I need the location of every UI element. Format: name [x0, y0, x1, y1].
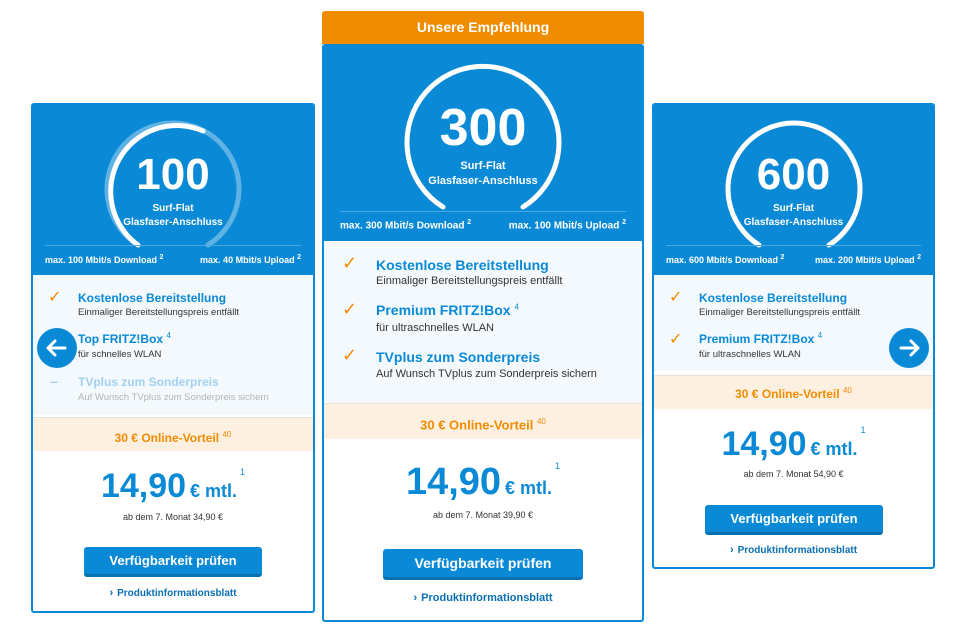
speed-value: 600	[756, 150, 831, 199]
feature-item	[33, 367, 313, 413]
recommendation-ribbon: Unsere Empfehlung	[322, 11, 644, 44]
check-icon: ✓	[342, 345, 358, 365]
feature-item	[33, 275, 313, 321]
dash-icon: –	[50, 373, 58, 389]
feature-title: Kostenlose Bereitstellung	[78, 291, 227, 305]
speed-details	[666, 245, 921, 265]
plan-name: Surf-Flat	[772, 203, 815, 214]
feature-desc: für schnelles WLAN	[78, 349, 162, 360]
speed-details	[45, 245, 301, 265]
speed-details	[340, 211, 626, 231]
chevron-right-icon: ›	[109, 587, 114, 599]
feature-desc: Einmaliger Bereitstellungspreis entfällt	[699, 307, 861, 318]
plan-header	[654, 105, 933, 275]
feature-desc: Einmaliger Bereitstellungspreis entfällt	[78, 307, 240, 318]
speed-value: 100	[136, 150, 210, 199]
feature-title: Top FRITZ!Box $^4$	[78, 331, 171, 346]
download-speed: max. 100 Mbit/s Download $^2$	[45, 254, 164, 265]
upload-speed: max. 100 Mbit/s Upload $^2$	[508, 219, 626, 232]
feature-desc: für ultraschnelles WLAN	[699, 349, 801, 360]
feature-item	[654, 275, 933, 321]
feature-list	[324, 241, 642, 403]
plan-name: Surf-Flat	[460, 160, 506, 172]
upload-speed: max. 200 Mbit/s Upload $^2$	[815, 254, 921, 265]
price-after-note: ab dem 7. Monat 39,90 €	[432, 510, 534, 520]
plan-card-300	[322, 44, 644, 622]
download-speed: max. 600 Mbit/s Download $^2$	[666, 254, 785, 265]
check-icon: ✓	[342, 253, 358, 273]
feature-title: Kostenlose Bereitstellung	[699, 291, 848, 305]
check-availability-button[interactable]: Verfügbarkeit prüfen	[383, 549, 583, 580]
plan-name: Surf-Flat	[152, 203, 194, 214]
arrow-left-icon	[37, 328, 77, 368]
check-icon: ✓	[669, 331, 683, 348]
plan-header	[324, 46, 642, 241]
speed-gauge	[103, 119, 243, 259]
feature-title: Premium FRITZ!Box $^4$	[699, 331, 823, 346]
check-icon: ✓	[48, 289, 62, 306]
check-icon: ✓	[669, 289, 683, 306]
online-advantage: 30 € Online-Vorteil $^{40}$	[324, 403, 642, 439]
feature-desc: Auf Wunsch TVplus zum Sonderpreis sichern	[78, 392, 269, 403]
monthly-price: 14,90 € mtl.$^1$	[405, 461, 561, 503]
product-info-link[interactable]: › Produktinformationsblatt	[109, 587, 237, 599]
feature-item	[324, 241, 642, 289]
speed-value: 300	[439, 99, 527, 157]
check-availability-button[interactable]: Verfügbarkeit prüfen	[705, 505, 883, 535]
feature-desc: Einmaliger Bereitstellungspreis entfällt	[376, 275, 563, 287]
online-advantage: 30 € Online-Vorteil $^{40}$	[33, 417, 313, 451]
plan-type: Glasfaser-Anschluss	[428, 175, 538, 187]
plan-type: Glasfaser-Anschluss	[743, 217, 844, 228]
chevron-right-icon: ›	[729, 544, 734, 556]
arrow-right-icon	[889, 328, 929, 368]
check-icon: ✓	[342, 299, 358, 319]
speed-gauge	[403, 62, 563, 222]
feature-title: TVplus zum Sonderpreis	[78, 375, 219, 389]
download-speed: max. 300 Mbit/s Download $^2$	[340, 219, 472, 232]
monthly-price: 14,90 € mtl.$^1$	[100, 467, 246, 505]
upload-speed: max. 40 Mbit/s Upload $^2$	[200, 254, 301, 265]
feature-desc: für ultraschnelles WLAN	[376, 322, 494, 334]
product-info-link[interactable]: › Produktinformationsblatt	[413, 592, 553, 604]
feature-title: TVplus zum Sonderpreis	[376, 349, 541, 365]
feature-title: Kostenlose Bereitstellung	[376, 257, 549, 273]
monthly-price: 14,90 € mtl.$^1$	[721, 425, 866, 463]
feature-desc: Auf Wunsch TVplus zum Sonderpreis sichern	[376, 368, 597, 380]
feature-item	[324, 289, 642, 337]
product-info-link[interactable]: › Produktinformationsblatt	[729, 544, 858, 556]
carousel-next-button[interactable]	[889, 328, 929, 368]
plan-type: Glasfaser-Anschluss	[123, 217, 223, 228]
price-after-note: ab dem 7. Monat 54,90 €	[743, 469, 844, 479]
feature-item	[324, 337, 642, 385]
chevron-right-icon: ›	[413, 592, 418, 604]
online-advantage: 30 € Online-Vorteil $^{40}$	[654, 375, 933, 409]
check-availability-button[interactable]: Verfügbarkeit prüfen	[84, 547, 262, 577]
price-after-note: ab dem 7. Monat 34,90 €	[122, 512, 224, 522]
speed-gauge	[724, 119, 864, 259]
plan-header	[33, 105, 313, 275]
feature-title: Premium FRITZ!Box $^4$	[376, 302, 519, 318]
carousel-prev-button[interactable]	[37, 328, 77, 368]
